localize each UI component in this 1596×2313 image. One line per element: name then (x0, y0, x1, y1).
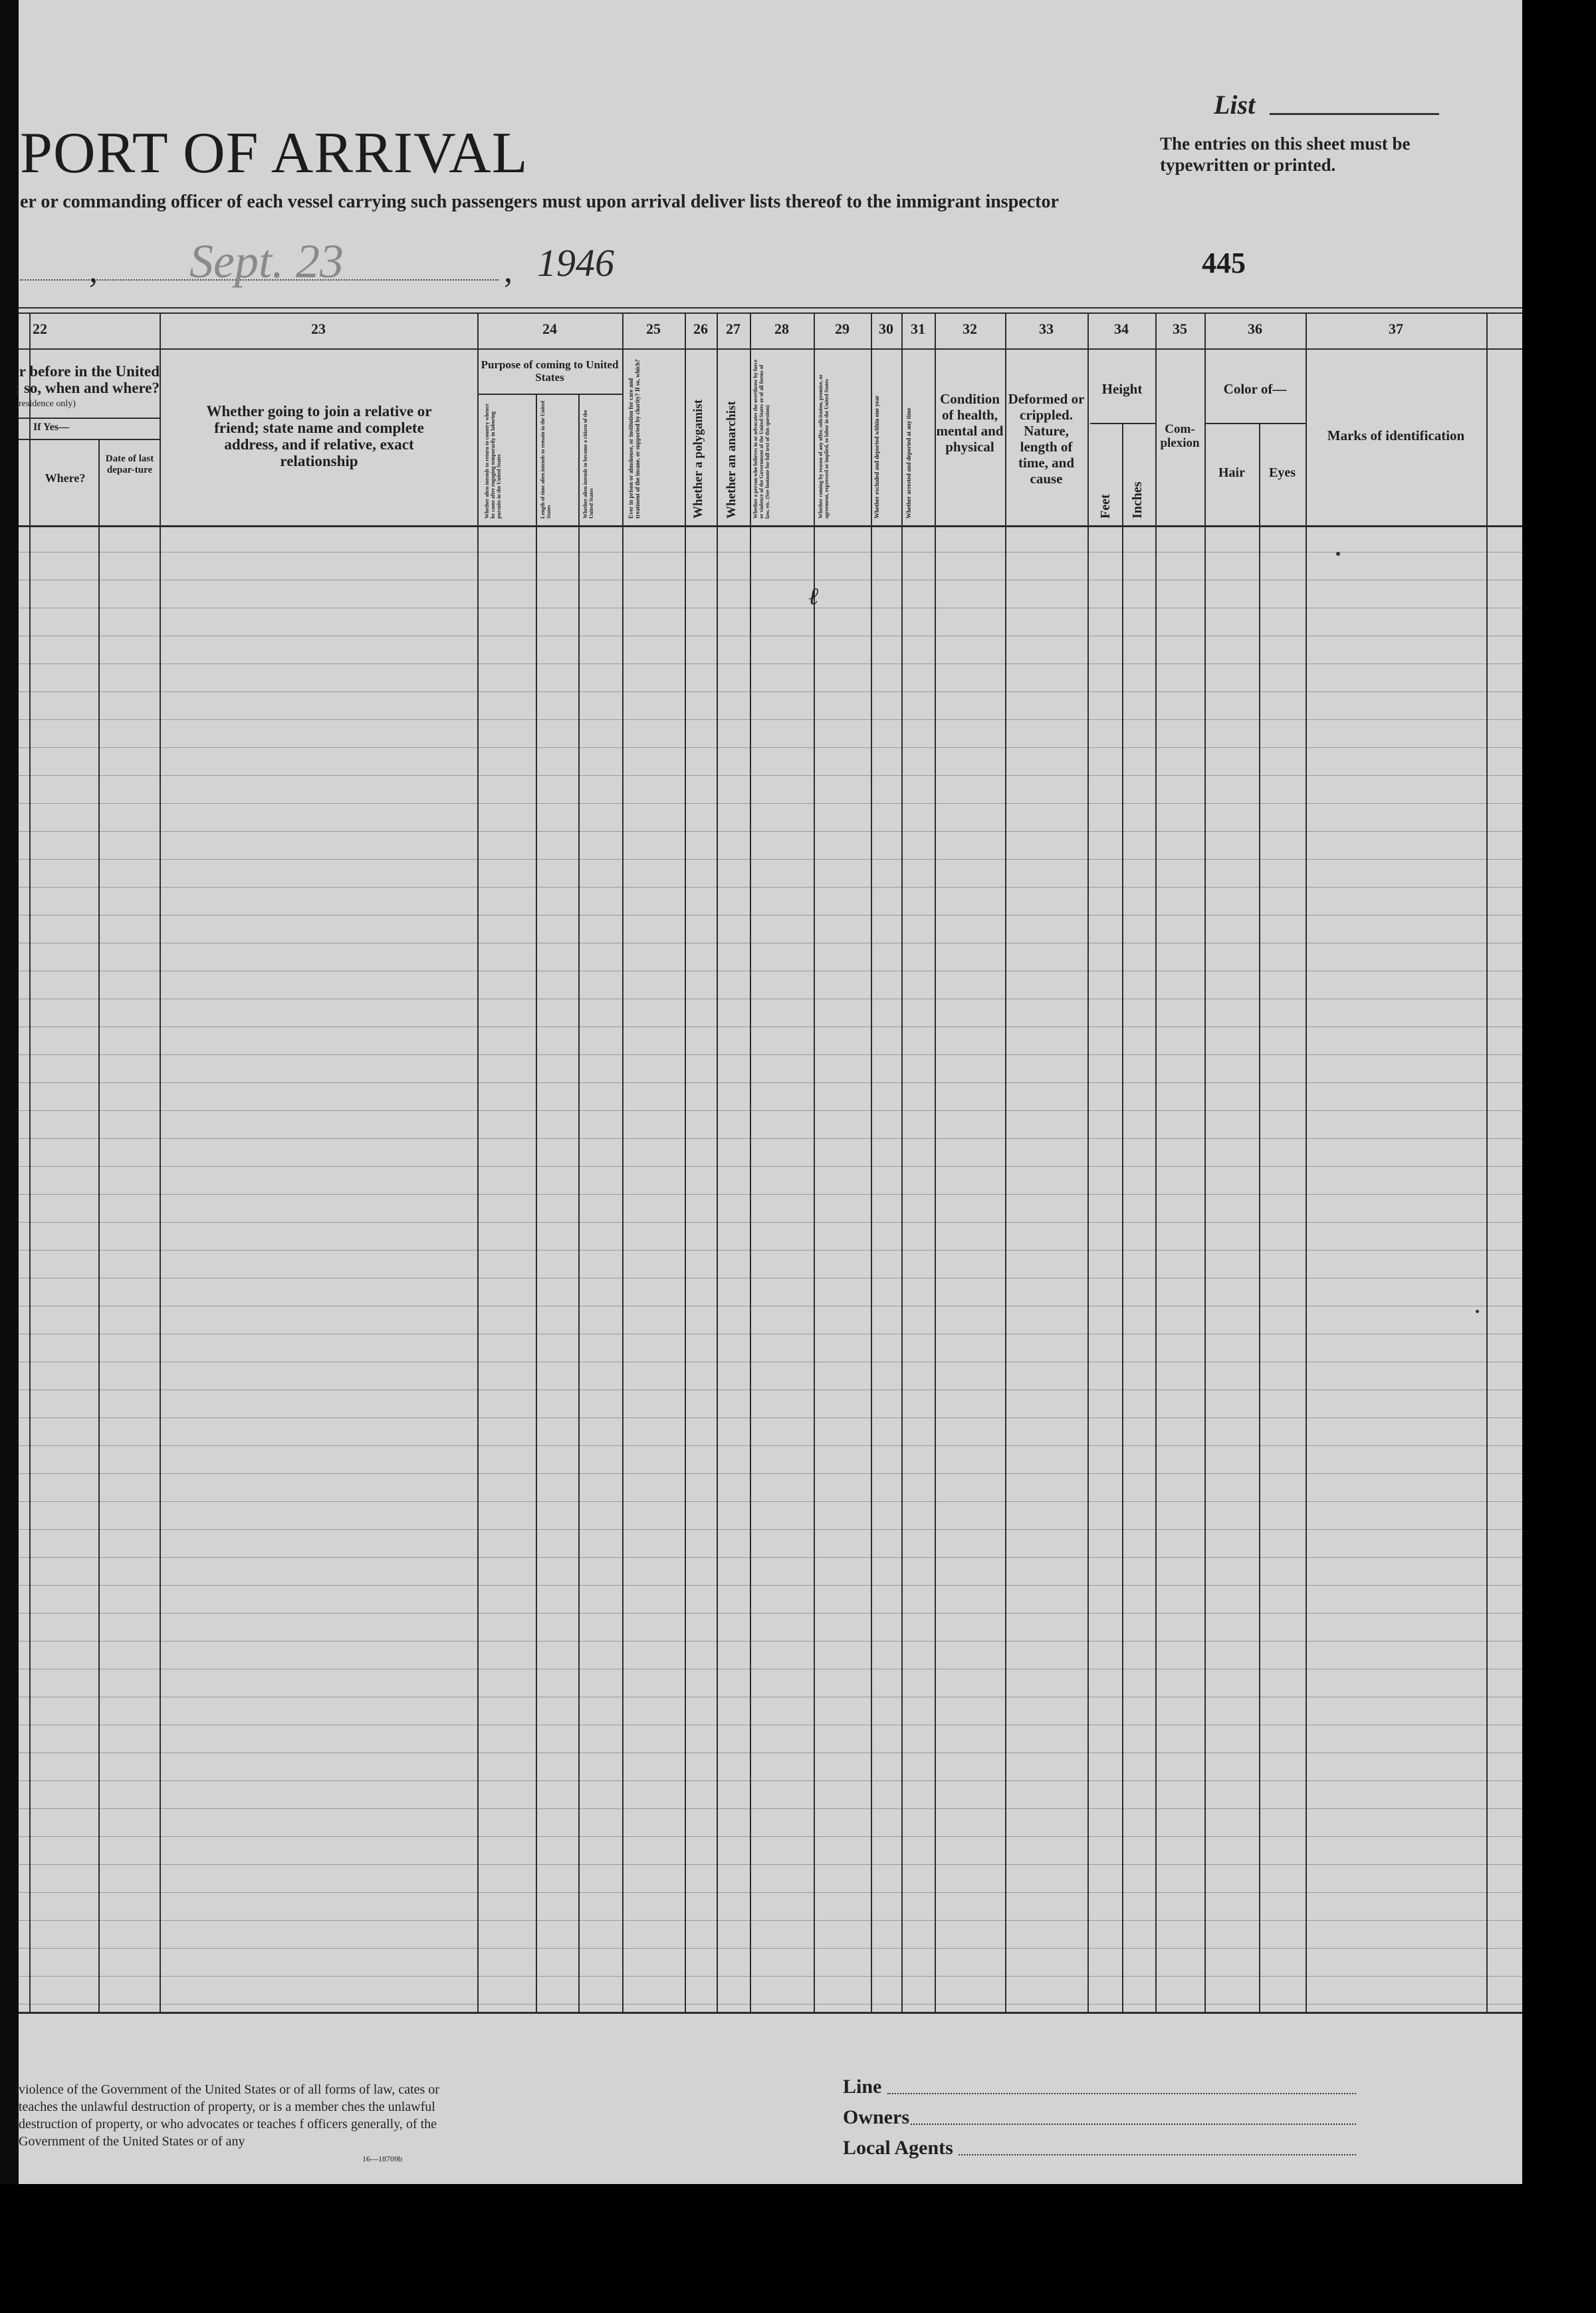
table-row (19, 1864, 1522, 1865)
stray-ink-mark (1336, 552, 1340, 556)
local-agents-field (959, 2154, 1356, 2155)
subcolumn-divider (536, 394, 537, 2012)
column-number: 25 (646, 320, 661, 337)
height-header: Height (1101, 381, 1143, 397)
table-row (19, 1976, 1522, 1977)
table-row (19, 1836, 1522, 1837)
column-divider (29, 312, 31, 2012)
column-24-subheader: Whether alien intends to return to country whence he came after engaging temporarily in laboring pursuits in the United States (484, 404, 502, 519)
column-divider (871, 312, 872, 2012)
table-row (19, 1166, 1522, 1167)
table-row (19, 691, 1522, 692)
column-divider (935, 312, 936, 2012)
column-number: 29 (835, 320, 850, 337)
column-divider (1204, 312, 1206, 2012)
table-row (19, 1054, 1522, 1055)
column-number: 23 (311, 320, 326, 337)
column-number: 28 (774, 320, 789, 337)
table-row (19, 1641, 1522, 1642)
sub-rule (477, 394, 622, 395)
column-29-header: Whether coming by reason of any offer, solicitation, promise, or agreement, expressed or implied, to labor in the United States (818, 374, 830, 519)
column-divider (160, 312, 161, 2012)
column-divider (901, 312, 903, 2012)
column-divider (717, 312, 718, 2012)
table-row (19, 2004, 1522, 2005)
page-title: PORT OF ARRIVAL (20, 121, 528, 185)
table-bottom-rule (19, 2012, 1522, 2014)
column-divider (685, 312, 686, 2012)
table-row (19, 1585, 1522, 1586)
column-24-header: Purpose of coming to United States (481, 358, 619, 384)
column-26-header: Whether a polygamist (691, 399, 705, 519)
table-row (19, 1948, 1522, 1949)
form-code: 16—18709b (362, 2154, 402, 2163)
line-label: Line (843, 2076, 882, 2098)
table-top-rule (19, 307, 1522, 308)
date-comma: , (504, 252, 513, 290)
if-yes-label: If Yes— (33, 422, 70, 433)
column-30-header: Whether excluded and deported within one year (873, 395, 880, 519)
column-22-subheader: residence only) (19, 399, 76, 409)
complexion-header: Com-plexion (1160, 422, 1200, 450)
column-divider (1155, 312, 1157, 2012)
handwritten-date: Sept. 23 (189, 235, 344, 288)
table-row (19, 1557, 1522, 1558)
table-row (19, 1222, 1522, 1223)
column-divider (622, 312, 624, 2012)
column-22-header: r before in the United ; so, when and where? (15, 363, 160, 397)
column-23-header: Whether going to join a relative or friend; state name and complete address, and if relative, exact relationship (206, 403, 432, 469)
subcolumn-divider (1259, 423, 1260, 2012)
list-number-field (1270, 113, 1439, 115)
table-row (19, 1082, 1522, 1083)
table-row (19, 1194, 1522, 1195)
table-row (19, 1808, 1522, 1809)
table-row (19, 747, 1522, 748)
header-bottom-rule (19, 525, 1522, 527)
table-row (19, 1138, 1522, 1139)
column-25-header: Ever in prison or almshouse, or institution for care and treatment of the insane, or supported by charity? If so, which? (627, 359, 641, 519)
column-31-header: Whether arrested and deported at any time (905, 408, 912, 519)
year-entry: 1946 (537, 241, 614, 285)
column-number: 27 (726, 320, 741, 337)
table-row (19, 1445, 1522, 1446)
column-number: 31 (911, 320, 925, 337)
column-divider (814, 312, 815, 2012)
table-row (19, 1613, 1522, 1614)
column-divider (477, 312, 479, 2012)
table-row (19, 1250, 1522, 1251)
column-number: 26 (693, 320, 708, 337)
subcolumn-divider (1122, 423, 1123, 2012)
table-row (19, 1473, 1522, 1474)
sheet-number: 445 (1202, 247, 1246, 279)
line-field (887, 2093, 1356, 2094)
date-of-departure-label: Date of last depar-ture (105, 453, 154, 475)
column-number: 37 (1389, 320, 1403, 337)
column-24-subheader: Whether alien intends to become a citizen of the United States (582, 410, 594, 519)
column-divider (1306, 312, 1307, 2012)
table-row (19, 887, 1522, 888)
scan-border (0, 0, 19, 2184)
column-27-header: Whether an anarchist (725, 401, 739, 519)
table-row (19, 1920, 1522, 1921)
column-number: 35 (1173, 320, 1187, 337)
column-number: 33 (1039, 320, 1054, 337)
sub-rule (1090, 423, 1157, 424)
local-agents-label: Local Agents (843, 2137, 953, 2159)
marks-of-identification-header: Marks of identification (1327, 427, 1465, 443)
table-row (19, 1417, 1522, 1418)
column-divider (1005, 312, 1006, 2012)
stray-ink-mark: ℓ (808, 583, 818, 610)
table-row (19, 859, 1522, 860)
table-row (19, 1780, 1522, 1781)
sub-rule (1206, 423, 1306, 424)
where-label: Where? (45, 471, 86, 485)
list-label: List (1214, 90, 1256, 120)
owners-field (911, 2124, 1356, 2125)
sub-rule (19, 439, 160, 440)
sub-rule (19, 418, 160, 419)
column-28-header: Whether a person who believes in or advocates the overthrow by force or violence of the Government of the United States or of all forms of law, etc. (See footnote for full text of this question) (752, 359, 770, 519)
feet-label: Feet (1098, 494, 1113, 519)
column-32-header: Condition of health, mental and physical (936, 391, 1004, 455)
eyes-label: Eyes (1269, 465, 1296, 480)
owners-label: Owners (843, 2106, 909, 2128)
entries-note: The entries on this sheet must be typewritten or printed. (1160, 134, 1411, 175)
color-of-header: Color of— (1223, 381, 1287, 397)
column-number: 36 (1248, 320, 1262, 337)
column-divider (750, 312, 751, 2012)
table-row (19, 1529, 1522, 1530)
table-row (19, 775, 1522, 776)
column-number: 34 (1114, 320, 1129, 337)
column-number-rule (19, 348, 1522, 350)
column-number: 24 (542, 320, 557, 337)
column-number: 30 (879, 320, 893, 337)
inches-label: Inches (1130, 481, 1145, 519)
stray-ink-mark (1476, 1310, 1479, 1313)
column-divider (1087, 312, 1089, 2012)
column-33-header: Deformed or crippled. Nature, length of time, and cause (1008, 391, 1085, 487)
table-top-rule (19, 312, 1522, 314)
column-24-subheader: Length of time alien intends to remain in the United States (540, 401, 552, 519)
column-number: 22 (33, 320, 47, 337)
table-row (19, 803, 1522, 804)
subcolumn-divider (98, 439, 100, 2012)
hair-label: Hair (1218, 465, 1245, 480)
column-divider (1486, 312, 1488, 2012)
footnote-text: violence of the Government of the United States or of all forms of law, cates or teaches the unlawful destruction of property, or is a member ches the unlawful destruction of property, or who advocates or teaches f officers generally, of the Government of the United States or of any (19, 2082, 439, 2149)
subcolumn-divider (578, 394, 580, 2012)
date-comma: , (89, 252, 98, 290)
table-row (19, 831, 1522, 832)
table-row (19, 1892, 1522, 1893)
table-row (19, 1110, 1522, 1111)
instruction-subtitle: er or commanding officer of each vessel carrying such passengers must upon arrival deliver lists thereof to the immigrant inspector (20, 191, 1059, 212)
table-row (19, 719, 1522, 720)
column-number: 32 (963, 320, 977, 337)
table-row (19, 1501, 1522, 1502)
